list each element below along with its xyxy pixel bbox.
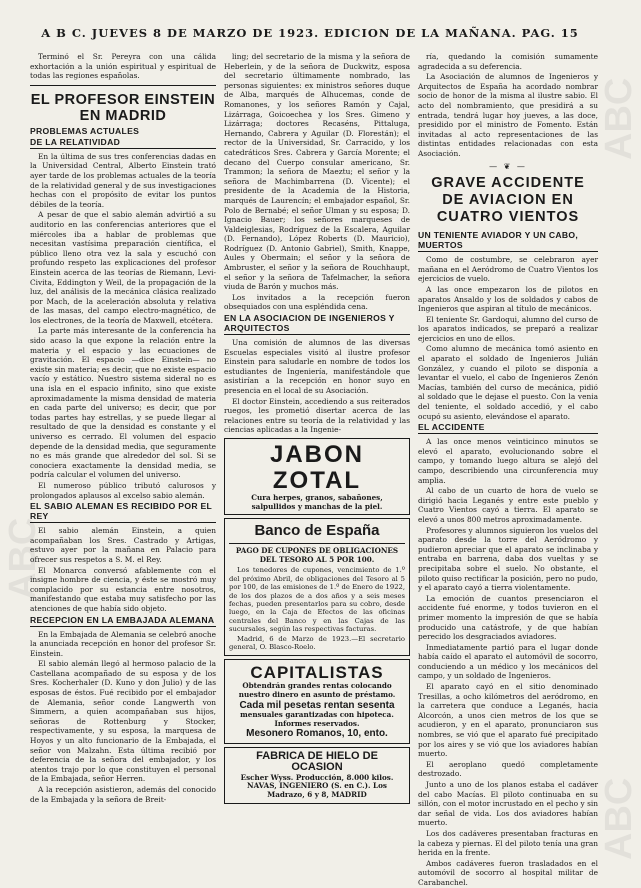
ad-fabrica-hielo — [224, 747, 410, 804]
headline-einstein: EL PROFESOR EINSTEIN EN MADRID — [30, 91, 216, 124]
ad-capitalistas-line1: Cada mil pesetas rentan sesenta — [239, 699, 395, 711]
ad-banco-subtitle: PAGO DE CUPONES DE OBLIGACIONES DEL TESORO AL 5 POR 100. — [235, 546, 399, 564]
ad-banco-espana — [224, 518, 410, 656]
paragraph: El sabio alemán llegó al hermoso palacio de la Castellana acompañado de su esposa y de los Sres. Kocherhaler (D. Kuno y don Julio) y de las esposas de éstos. Fué recibido por el embajador de Alemania, señor conde Langwerth von Simmern, a quien acompañaban sus hijos, señoras de Rottenburg y Stocker, respectivamente, y su esposa, la marquesa de Hoyos y un alto funcionario de la Embajada, el señor von Malzahn. Esta última recibió por deferencia de la señora del embajador, y los atentos trajo por lo que constituyen el personal de la Embajada, señor Herren. — [30, 659, 216, 784]
paragraph: El numeroso público tributó calurosos y prolongados aplausos al excelso sabio alemán. — [30, 480, 216, 500]
paragraph: El aparato cayó en el sitio denominado Tresillas, a ocho kilómetros del aeródromo, en la carretera que conduce a Leganés, hacia Alcorcón, a unos cien metros de los que se acudieron, y en el aparato, pronunciaron sus nombres, se vió que el aparato fué precipitado por los aires y se vió que los aviadores habían muerto. — [418, 682, 598, 759]
ad-banco-sign: Madrid, 6 de Marzo de 1923.—El secretario general, O. Blasco-Roelo. — [229, 634, 405, 651]
watermark-right-top: ABC — [598, 77, 640, 160]
paragraph: El Monarca conversó afablemente con el insigne hombre de ciencia, y éste se mostró muy complacido por su estancia entre nosotros, manifestando que estaba muy satisfecho por las atenciones de que había sido objeto. — [30, 565, 216, 613]
ornament-divider: — ❦ — — [489, 161, 527, 171]
subhead-asociacion: EN LA ASOCIACION DE INGENIEROS Y ARQUITECTOS — [224, 313, 410, 335]
paragraph: La Asociación de alumnos de Ingenieros y Arquitectos de España ha acordado nombrar socio de honor de la misma al ilustre sabio. El acto del nombramiento, que presidirá a su entrada, tendrá lugar hoy jueves, a las doce, presidido por el ministro de Fomento. Están invitadas al acto representaciones de las distintas entidades relacionadas con esta Asociación. — [418, 72, 598, 158]
ad-capitalistas-line2: mensuales garantizadas con hipoteca. Informes reservados. — [240, 710, 394, 728]
paragraph: El aeroplano quedó completamente destrozado. — [418, 759, 598, 779]
subhead-problemas: PROBLEMAS ACTUALES — [30, 125, 140, 136]
paragraph: A las once menos veinticinco minutos se elevó el aparato, evolucionando sobre el campo, y tomando luego altura se alejó del campo, describiendo una circunferencia muy amplia. — [418, 437, 598, 485]
paragraph: El doctor Einstein, accediendo a sus reiterados ruegos, les prometió disertar acerca de las relaciones entre su teoría de la relatividad y las ciencias aplicadas a la Ingenie- — [224, 396, 410, 435]
headline-accidente: GRAVE ACCIDENTE DE AVIACION EN CUATRO VIENTOS — [431, 175, 585, 226]
divider — [229, 543, 405, 544]
paragraph: Junto a uno de los planos estaba el cadáver del cabo Macías. El piloto continuaba en su sillón, con el motor incrustado en el pecho y sin dar señal de vida. Los dos aviadores habían muerto. — [418, 780, 598, 828]
paragraph: ría, quedando la comisión sumamente agradecida a su deferencia. — [418, 52, 598, 71]
ad-capitalistas-sub: Obtendrán grandes rentas colocando nuestro dinero en asunto de préstamo. — [238, 681, 396, 699]
ad-banco-title: Banco de España — [254, 522, 380, 540]
paragraph: La parte más interesante de la conferencia ha sido acaso la que expone la relación entre la materia y el espacio y las ecuaciones de gravitación. El espacio —dice Einstein— no existe sin materia; es decir, que no existe espacio vacío y estático. Nuestro sistema sideral no es una isla en el espacio infinito, sino que existe aproximadamente la misma densidad de materia en cada parte del universo; es decir, que por todas partes hay estrellas, y se puede llegar al resultado de que la densidad es constante y el universo es cerrado. El volumen del espacio depende de la densidad media, que seguramente no es más grande que alrededor del sol. Si se conociera exactamente la densidad media, se podría calcular el volumen del universo. — [30, 326, 216, 480]
ad-jabon-zotal — [224, 438, 410, 515]
ad-capitalistas — [224, 659, 410, 743]
paragraph: Terminó el Sr. Pereyra con una cálida exhortación a la unión espiritual y espiritual de todas las regiones españolas. — [30, 52, 216, 81]
watermark-left: ABC — [2, 517, 44, 600]
paragraph: Ambos cadáveres fueron trasladados en el automóvil de socorro al hospital militar de Carabanchel. — [418, 858, 598, 887]
paragraph: Los dos cadáveres presentaban fracturas en la cabeza y piernas. El del piloto tenía una gran herida en la frente. — [418, 828, 598, 858]
column-3 — [418, 52, 598, 887]
ad-capitalistas-address: Mesonero Romanos, 10, ento. — [246, 728, 388, 740]
paragraph: Una comisión de alumnos de las diversas Escuelas especiales visitó al ilustre profesor Einstein para saludarle en nombre de todos los estudiantes de Ingeniería, manifestándole que asistirían a la recepción en honor suyo en presencia en el local de su Asociación. — [224, 338, 410, 395]
subhead-teniente: UN TENIENTE AVIADOR Y UN CABO, MUERTOS — [418, 230, 598, 252]
paragraph: En la última de sus tres conferencias dadas en la Universidad Central, Alberto Einstein trató ayer tarde de los problemas actuales de la teoría de la relatividad general y de sus investigaciones hechas con el propósito de evitar los puntos débiles de la teoría. — [30, 151, 216, 209]
paragraph: Como de costumbre, se celebraron ayer mañana en el Aeródromo de Cuatro Vientos los ejercicios de vuelo. — [418, 255, 598, 284]
paragraph: El sabio alemán Einstein, a quien acompañaban los Sres. Castrado y Artigas, estuvo ayer por la mañana en Palacio para ofrecer sus respetos a S. M. el Rey. — [30, 526, 216, 564]
paragraph: A las once empezaron los de pilotos en aparatos Ansaldo y los de soldados y cabos de Ingenieros que aspiran al título de mecánicos. — [418, 284, 598, 314]
ad-jabon-title: JABON ZOTAL — [269, 440, 364, 494]
ad-capitalistas-title: CAPITALISTAS — [250, 663, 384, 683]
ad-banco-body: Los tenedores de cupones, vencimiento de 1.º del próximo Abril, de obligaciones del Tesoro al 5 por 100, de las emisiones de 1.º de Enero de 1922, de los dos plazos de a dos años y a seis meses fechas, pueden presentarlos para su cobro, desde luego, en la Caja de Efectos de las oficinas centrales del Banco y en las Cajas de las sucursales, según las respectivas facturas. — [229, 566, 405, 634]
ad-hielo-text: Escher Wyss. Producción, 8.000 kilos. NAVAS, INGENIERO (S. en C.). Los Madrazo, 6 y 8, MADRID — [240, 772, 394, 799]
paragraph: Como alumno de mecánica tomó asiento en el aparato el soldado de Ingenieros Julián González, y cuando el piloto se disponía a levantar el vuelo, el cabo de Ingenieros Zenón Macías, también del curso de mecánica, pidió al soldado que le dejase el puesto. Con la venia del teniente, el soldado accedió, y el cabo ocupó su asiento, elevándose el aparato. — [418, 344, 598, 421]
paragraph: El teniente Sr. Gardoqui, alumno del curso de los aparatos indicados, se preparó a realizar ejercicios en uno de ellos. — [418, 314, 598, 343]
paragraph: En la Embajada de Alemania se celebró anoche la anunciada recepción en honor del profesor Sr. Einstein. — [30, 629, 216, 658]
paragraph: ling; del secretario de la misma y la señora de Heberlein, y de la señora de Duckwitz, esposa del secretario últimamente nombrado, las personas siguientes: ex ministros señores duque de Alba, marqués de Alhucemas, conde de Romanones, y los señores Ramón y Cajal, Lizárraga, Goicoechea y los Sres. Gimeno y Lizárraga; doctores Recaséns, Pittaluga, Hernando, Cabrera y Aguilar (D. Florestán); el rector de la Universidad, Sr. Carracido, y los catedráticos Sres. Cabrera y García Morente; el decano del Cuerpo consular americano, Sr. Trammon; la señora de Maeztu; el señor y la señora de Machimbarrena (D. Vicente); el presidente de la Academia de la Historia, marqués de Laurencín; el embajador español, Sr. Polo de Bernabé; el señor Ulman y su esposa; D. Ignacio Bauer; los señores marqueses de Valdeiglesias, Rodríguez de la Escalera, Aguilar (D. Fernando), López Roberts (D. Mauricio), Rodríguez (D. Antonio Gabriel), Smith, Knappe, Aules y Obermain; el señor y la señora de Ambruster, el señor y la señora de Rouchhaupt, el señor y la señora de Tafelmacher, la señora viuda de Barón y muchos más. — [224, 52, 410, 292]
paragraph: Al cabo de un cuarto de hora de vuelo se dirigió hacia Leganés y entre este pueblo y Cuatro Vientos cayó a tierra. El aparato se elevó a unos 800 metros aproximadamente. — [418, 486, 598, 524]
paragraph: La emoción de cuantos presenciaron el accidente fué enorme, y todos tuvieron en el primer momento la impresión de que se había producido una catástrofe, y de que habían perecido los desgraciados aviadores. — [418, 593, 598, 642]
masthead: A B C. JUEVES 8 DE MARZO DE 1923. EDICION DE LA MAÑANA. PAG. 15 — [41, 26, 579, 40]
ad-jabon-text: Cura herpes, granos, sabañones, salpullidos y manchas de la piel. — [251, 492, 383, 511]
subhead-relatividad: DE LA RELATIVIDAD — [30, 137, 216, 149]
subhead-recibido: EL SABIO ALEMAN ES RECIBIDO POR EL REY — [30, 501, 216, 523]
paragraph: Los invitados a la recepción fueron obsequiados con una espléndida cena. — [224, 292, 410, 312]
paragraph: A la recepción asistieron, además del conocido de la Embajada y la señora de Breit- — [30, 785, 216, 804]
subhead-accidente: EL ACCIDENTE — [418, 422, 598, 434]
paragraph: A pesar de que el sabio alemán advirtió a su auditorio en las conferencias anteriores que el miércoles iba a hablar de problemas que necesitan vastísima preparación científica, el público lleno otra vez la sala y escuchó con profundo respeto las explicaciones del profesor Einstein acerca de las teorías de Riemann, Levi-Civita, Eddington y Weil, de la propagación de la luz, del análisis de la mecánica clásica realizado por Mach, de la aceleración absoluta y relativa de las masas, del campo electro-magnético, de los electrones, de la teoría de Maxwell, etcétera. — [30, 210, 216, 325]
column-1 — [30, 52, 216, 852]
divider — [30, 85, 216, 86]
subhead-recepcion: RECEPCION EN LA EMBAJADA ALEMANA — [30, 614, 215, 625]
column-2 — [224, 52, 410, 852]
paragraph: Inmediatamente partió para el lugar donde había caído el aparato el automóvil de socorro, conduciendo a un médico y los mecánicos del campo, y un soldado de Ingenieros. — [418, 642, 598, 681]
ad-hielo-title: FABRICA DE HIELO DE OCASION — [256, 749, 378, 774]
watermark-right-bottom: ABC — [598, 777, 640, 860]
paragraph: Profesores y alumnos siguieron los vuelos del aparato desde la torre del Aeródromo y pudieron apreciar que el aparato se inclinaba y entraba en barrena, daba dos vueltas y se precipitaba sobre el suelo. No obstante, el piloto quiso rectificar la posición, pero no pudo, y el aparato cayó a tierra violentamente. — [418, 525, 598, 593]
